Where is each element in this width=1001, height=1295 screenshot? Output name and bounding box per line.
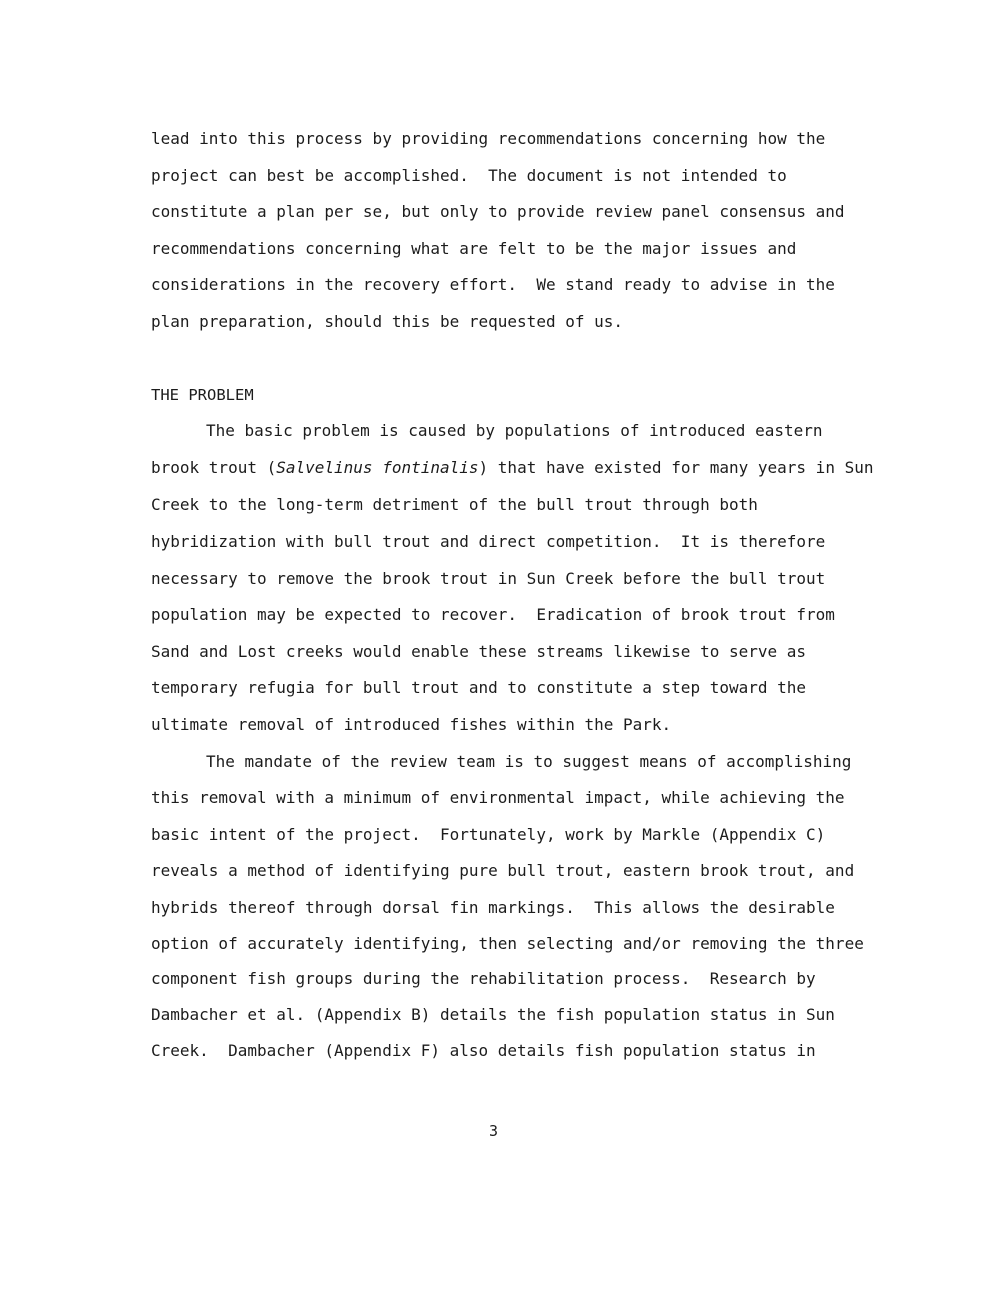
intro-line: recommendations concerning what are felt to be the major issues and <box>151 239 797 258</box>
intro-line: constitute a plan per se, but only to provide review panel consensus and <box>151 202 845 221</box>
mandate-line: Dambacher et al. (Appendix B) details the fish population status in Sun <box>151 1005 835 1024</box>
problem-line-with-species <box>151 458 873 478</box>
intro-line: lead into this process by providing recommendations concerning how the <box>151 129 826 148</box>
problem-line: Creek to the long-term detriment of the bull trout through both <box>151 495 758 514</box>
intro-line: project can best be accomplished. The document is not intended to <box>151 166 787 185</box>
mandate-line: hybrids thereof through dorsal fin markings. This allows the desirable <box>151 898 835 917</box>
mandate-line: Creek. Dambacher (Appendix F) also details fish population status in <box>151 1041 816 1060</box>
problem-text: brook trout ( <box>151 458 277 477</box>
page-number: 3 <box>489 1122 499 1140</box>
problem-line: The basic problem is caused by populations of introduced eastern <box>206 421 823 440</box>
mandate-line: component fish groups during the rehabilitation process. Research by <box>151 969 816 988</box>
mandate-line: option of accurately identifying, then selecting and/or removing the three <box>151 934 864 953</box>
mandate-line: The mandate of the review team is to suggest means of accomplishing <box>206 752 852 771</box>
problem-line: temporary refugia for bull trout and to constitute a step toward the <box>151 678 807 697</box>
species-name: Salvelinus fontinalis <box>276 458 479 477</box>
mandate-line: reveals a method of identifying pure bull trout, eastern brook trout, and <box>151 861 855 880</box>
mandate-line: basic intent of the project. Fortunately, work by Markle (Appendix C) <box>151 825 826 844</box>
problem-line: Sand and Lost creeks would enable these streams likewise to serve as <box>151 642 807 661</box>
problem-line: hybridization with bull trout and direct competition. It is therefore <box>151 532 826 551</box>
problem-text: ) that have existed for many years in Sun <box>478 458 874 477</box>
intro-line: plan preparation, should this be requested of us. <box>151 312 624 331</box>
problem-line: necessary to remove the brook trout in Sun Creek before the bull trout <box>151 569 826 588</box>
section-heading: THE PROBLEM <box>151 386 254 404</box>
intro-line: considerations in the recovery effort. We stand ready to advise in the <box>151 275 835 294</box>
mandate-line: this removal with a minimum of environmental impact, while achieving the <box>151 788 845 807</box>
problem-line: ultimate removal of introduced fishes within the Park. <box>151 715 672 734</box>
problem-line: population may be expected to recover. Eradication of brook trout from <box>151 605 835 624</box>
